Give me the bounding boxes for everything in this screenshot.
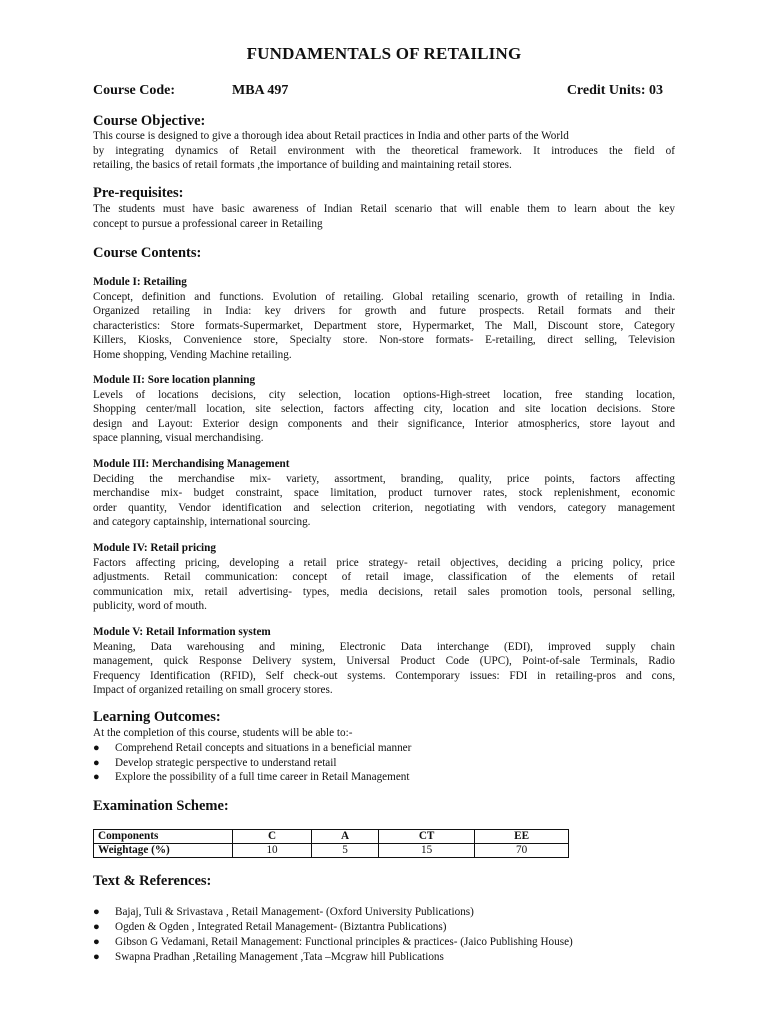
bullet-icon: ● xyxy=(93,951,100,963)
list-item xyxy=(93,741,675,756)
module-line: Levels of locations decisions, city selection, location options-High-street location, free standing location, xyxy=(93,388,675,401)
objective-text xyxy=(93,129,675,173)
module-line: Home shopping, Vending Machine retailing. xyxy=(93,348,292,361)
prerequisites-text xyxy=(93,202,675,231)
contents-heading: Course Contents: xyxy=(93,245,202,261)
table-cell: CT xyxy=(379,830,475,844)
outcomes-intro: At the completion of this course, students will be able to:- xyxy=(93,727,353,739)
module-block xyxy=(93,625,675,698)
list-item xyxy=(93,920,693,935)
module-line: characteristics: Store formats-Supermarket, Department store, Hypermarket, The Mall, Discount store, Category xyxy=(93,319,675,332)
reference-text: Swapna Pradhan ,Retailing Management ,Tata –Mcgraw hill Publications xyxy=(115,951,444,963)
module-line: adjustments. Retail communication: concept of retail image, classification of the elements of retail xyxy=(93,571,675,584)
list-item xyxy=(93,905,693,920)
module-title: Module IV: Retail pricing xyxy=(93,542,216,554)
module-line: and category captainship, international sourcing. xyxy=(93,516,311,529)
list-item xyxy=(93,950,693,965)
table-cell: 70 xyxy=(475,844,569,858)
objective-heading: Course Objective: xyxy=(93,113,206,129)
module-line: Impact of organized retailing on small grocery stores. xyxy=(93,684,333,697)
table-cell: 5 xyxy=(312,844,379,858)
bullet-icon: ● xyxy=(93,906,100,918)
module-line: communication mix, retail advertising- types, media decisions, retail sales promotion tools, personal selling, xyxy=(93,585,675,598)
module-line: design and Layout: Exterior design components and their significance, Interior atmospherics, store layout and xyxy=(93,417,675,430)
table-cell: EE xyxy=(475,830,569,844)
outcome-text: Comprehend Retail concepts and situations in a beneficial manner xyxy=(115,742,412,754)
module-title: Module III: Merchandising Management xyxy=(93,458,290,470)
module-line: Frequency Identification (RFID), Self check-out systems. Contemporary issues: FDI in retailing-pros and cons, xyxy=(93,669,675,682)
prerequisites-line: concept to pursue a professional career in Retailing xyxy=(93,217,323,230)
list-item xyxy=(93,756,675,771)
table-cell: A xyxy=(312,830,379,844)
references-heading: Text & References: xyxy=(93,873,212,889)
references-list xyxy=(93,905,693,965)
bullet-icon: ● xyxy=(93,756,100,769)
bullet-icon: ● xyxy=(93,936,100,948)
module-block xyxy=(93,457,675,530)
module-line: Killers, Kiosks, Convenience store, Specialty store. Non-store formats- E-retailing, direct selling, Television xyxy=(93,334,675,347)
outcomes-list xyxy=(93,741,675,785)
table-cell: 10 xyxy=(233,844,312,858)
bullet-icon: ● xyxy=(93,771,100,784)
course-code-label: Course Code: xyxy=(93,83,176,98)
reference-text: Ogden & Ogden , Integrated Retail Management- (Biztantra Publications) xyxy=(115,921,447,933)
list-item xyxy=(93,770,675,785)
course-code-row xyxy=(93,83,673,101)
document-title: FUNDAMENTALS OF RETAILING xyxy=(246,44,522,63)
module-line: Concept, definition and functions. Evolution of retailing. Global retailing scenario, growth of retailing in India. xyxy=(93,290,675,303)
module-title: Module I: Retailing xyxy=(93,276,187,288)
table-cell: Weightage (%) xyxy=(94,844,233,858)
module-line: Meaning, Data warehousing and mining, Electronic Data interchange (EDI), improved supply chain xyxy=(93,640,675,653)
exam-table xyxy=(93,829,569,858)
module-line: order quantity, Vendor identification and selection criterion, negotiating with vendors, category management xyxy=(93,501,675,514)
module-line: Deciding the merchandise mix- variety, assortment, branding, quality, price points, factors affecting xyxy=(93,472,675,485)
table-cell: 15 xyxy=(379,844,475,858)
objective-line: retailing, the basics of retail formats ,the importance of building and maintaining retail stores. xyxy=(93,159,512,172)
objective-line: This course is designed to give a thorough idea about Retail practices in India and other parts of the World xyxy=(93,130,569,142)
list-item xyxy=(93,935,693,950)
module-title: Module II: Sore location planning xyxy=(93,374,256,386)
outcome-text: Develop strategic perspective to understand retail xyxy=(115,756,337,769)
course-code-value: MBA 497 xyxy=(232,83,289,98)
credit-units: Credit Units: 03 xyxy=(566,83,663,98)
module-line: merchandise mix- budget constraint, space limitation, product turnover rates, stock replenishment, economic xyxy=(93,487,675,500)
prerequisites-heading: Pre-requisites: xyxy=(93,185,184,201)
bullet-icon: ● xyxy=(93,921,100,933)
module-title: Module V: Retail Information system xyxy=(93,626,271,638)
module-block xyxy=(93,275,675,363)
table-row xyxy=(94,844,569,858)
module-line: publicity, word of mouth. xyxy=(93,600,207,613)
table-cell: Components xyxy=(94,830,233,844)
module-line: Shopping center/mall location, site selection, factors affecting city, location and site location decisions. Store xyxy=(93,403,675,416)
bullet-icon: ● xyxy=(93,742,100,754)
module-block xyxy=(93,373,675,446)
module-line: Factors affecting pricing, developing a retail price strategy- retail objectives, deciding a pricing policy, price xyxy=(93,556,675,569)
reference-text: Bajaj, Tuli & Srivastava , Retail Management- (Oxford University Publications) xyxy=(115,906,474,918)
objective-line: by integrating dynamics of Retail environment with the theoretical framework. It introduces the field of xyxy=(93,144,675,157)
reference-text: Gibson G Vedamani, Retail Management: Functional principles & practices- (Jaico Publishing House) xyxy=(115,936,573,948)
module-line: Organized retailing in India: key drivers for growth and future prospects. Retail formats and their xyxy=(93,305,675,318)
module-line: space planning, visual merchandising. xyxy=(93,432,264,445)
table-row xyxy=(94,830,569,844)
outcomes-heading: Learning Outcomes: xyxy=(93,709,221,725)
module-line: management, quick Response Delivery system, Universal Product Code (UPC), Point-of-sale Terminals, Radio xyxy=(93,655,675,668)
exam-heading: Examination Scheme: xyxy=(93,798,229,814)
table-cell: C xyxy=(233,830,312,844)
module-block xyxy=(93,541,675,614)
outcome-text: Explore the possibility of a full time career in Retail Management xyxy=(115,771,410,784)
prerequisites-line: The students must have basic awareness of Indian Retail scenario that will enable them to learn about the key xyxy=(93,203,675,215)
